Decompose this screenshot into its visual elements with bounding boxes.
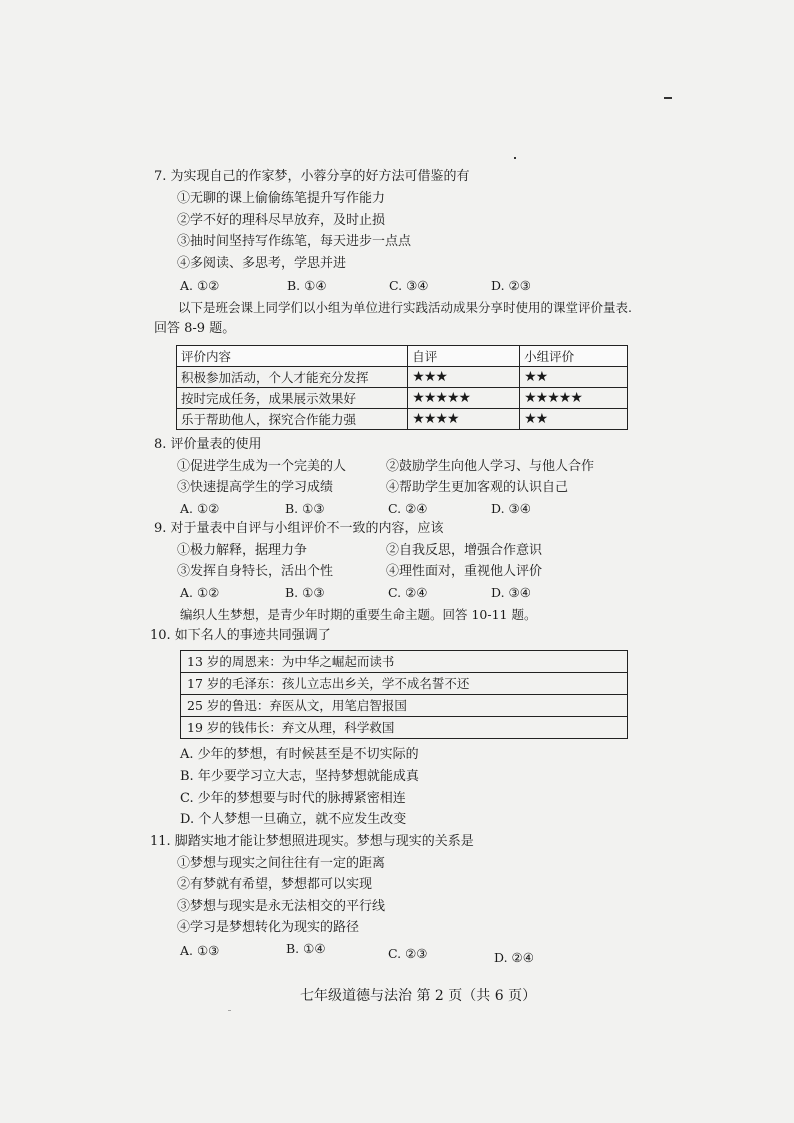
q11-item-1: ①梦想与现实之间往往有一定的距离 <box>177 856 386 871</box>
q7-item-4: ④多阅读、多思考，学思并进 <box>177 256 347 271</box>
q9-stem: 9. 对于量表中自评与小组评价不一致的内容，应该 <box>154 521 444 536</box>
q11-option-c: C. ②③ <box>388 946 428 961</box>
q8-item-4: ④帮助学生更加客观的认识自己 <box>386 480 569 495</box>
q8-item-2: ②鼓励学生向他人学习、与他人合作 <box>386 459 595 474</box>
quote-row: 13 岁的周恩来：为中华之崛起而读书 <box>181 651 627 673</box>
q11-option-a: A. ①③ <box>180 943 220 958</box>
evaluation-table <box>176 345 628 430</box>
q9-item-1: ①极力解释，据理力争 <box>177 543 308 558</box>
q7-option-c: C. ③④ <box>389 278 429 293</box>
scan-mark <box>228 1010 231 1011</box>
header-group: 小组评价 <box>520 346 628 367</box>
group-stars: ★★ <box>520 409 628 430</box>
quote-row: 17 岁的毛泽东：孩儿立志出乡关，学不成名誓不还 <box>181 673 627 695</box>
q8-item-1: ①促进学生成为一个完美的人 <box>177 459 347 474</box>
self-stars: ★★★★★ <box>408 388 520 409</box>
q9-option-a: A. ①② <box>180 585 220 600</box>
self-stars: ★★★ <box>408 367 520 388</box>
row-content: 按时完成任务，成果展示效果好 <box>177 388 408 409</box>
q9-item-2: ②自我反思，增强合作意识 <box>386 543 543 558</box>
scan-mark <box>514 157 516 159</box>
q9-option-d: D. ③④ <box>491 585 531 600</box>
row-content: 积极参加活动，个人才能充分发挥 <box>177 367 408 388</box>
intro-8-9-line1: 以下是班会课上同学们以小组为单位进行实践活动成果分享时使用的课堂评价量表. <box>178 300 632 315</box>
header-content: 评价内容 <box>177 346 408 367</box>
q7-stem: 7. 为实现自己的作家梦，小蓉分享的好方法可借鉴的有 <box>154 169 470 184</box>
q8-stem: 8. 评价量表的使用 <box>154 437 262 452</box>
q9-option-c: C. ②④ <box>388 585 428 600</box>
scan-mark <box>664 97 672 99</box>
q11-stem: 11. 脚踏实地才能让梦想照进现实。梦想与现实的关系是 <box>150 834 474 849</box>
q9-option-b: B. ①③ <box>285 585 325 600</box>
q7-item-1: ①无聊的课上偷偷练笔提升写作能力 <box>177 191 386 206</box>
group-stars: ★★ <box>520 367 628 388</box>
intro-8-9-line2: 回答 8-9 题。 <box>154 321 236 336</box>
q8-option-b: B. ①③ <box>285 501 325 516</box>
table-row <box>177 367 628 388</box>
q10-option-b: B. 年少要学习立大志，坚持梦想就能成真 <box>180 769 419 784</box>
q11-item-4: ④学习是梦想转化为现实的路径 <box>177 920 360 935</box>
q11-item-2: ②有梦就有希望，梦想都可以实现 <box>177 877 373 892</box>
q10-option-a: A. 少年的梦想，有时候甚至是不切实际的 <box>180 747 419 762</box>
q11-option-b: B. ①④ <box>286 941 326 956</box>
q9-item-3: ③发挥自身特长，活出个性 <box>177 564 334 579</box>
q8-option-a: A. ①② <box>180 501 220 516</box>
quote-row: 19 岁的钱伟长：弃文从理，科学救国 <box>187 720 395 735</box>
q11-option-d: D. ②④ <box>494 950 534 965</box>
q7-option-d: D. ②③ <box>491 278 531 293</box>
q10-quote-box <box>180 650 628 739</box>
group-stars: ★★★★★ <box>520 388 628 409</box>
intro-10-11: 编织人生梦想，是青少年时期的重要生命主题。回答 10-11 题。 <box>180 607 537 622</box>
q7-item-3: ③抽时间坚持写作练笔，每天进步一点点 <box>177 234 412 249</box>
q7-option-b: B. ①④ <box>287 278 327 293</box>
q8-option-c: C. ②④ <box>388 501 428 516</box>
table-row <box>177 388 628 409</box>
q11-item-3: ③梦想与现实是永无法相交的平行线 <box>177 899 386 914</box>
quote-row: 25 岁的鲁迅：弃医从文，用笔启智报国 <box>181 695 627 717</box>
q8-item-3: ③快速提高学生的学习成绩 <box>177 480 334 495</box>
row-content: 乐于帮助他人，探究合作能力强 <box>177 409 408 430</box>
table-row <box>177 409 628 430</box>
table-header-row <box>177 346 628 367</box>
q10-option-d: D. 个人梦想一旦确立，就不应发生改变 <box>180 812 407 827</box>
header-self: 自评 <box>408 346 520 367</box>
q7-option-a: A. ①② <box>180 278 220 293</box>
q9-item-4: ④理性面对，重视他人评价 <box>386 564 543 579</box>
q7-item-2: ②学不好的理科尽早放弃，及时止损 <box>177 213 386 228</box>
q10-option-c: C. 少年的梦想要与时代的脉搏紧密相连 <box>180 791 406 806</box>
self-stars: ★★★★ <box>408 409 520 430</box>
page-footer: 七年级道德与法治 第 2 页（共 6 页） <box>300 988 537 1004</box>
q8-option-d: D. ③④ <box>491 501 531 516</box>
q10-stem: 10. 如下名人的事迹共同强调了 <box>150 628 331 643</box>
